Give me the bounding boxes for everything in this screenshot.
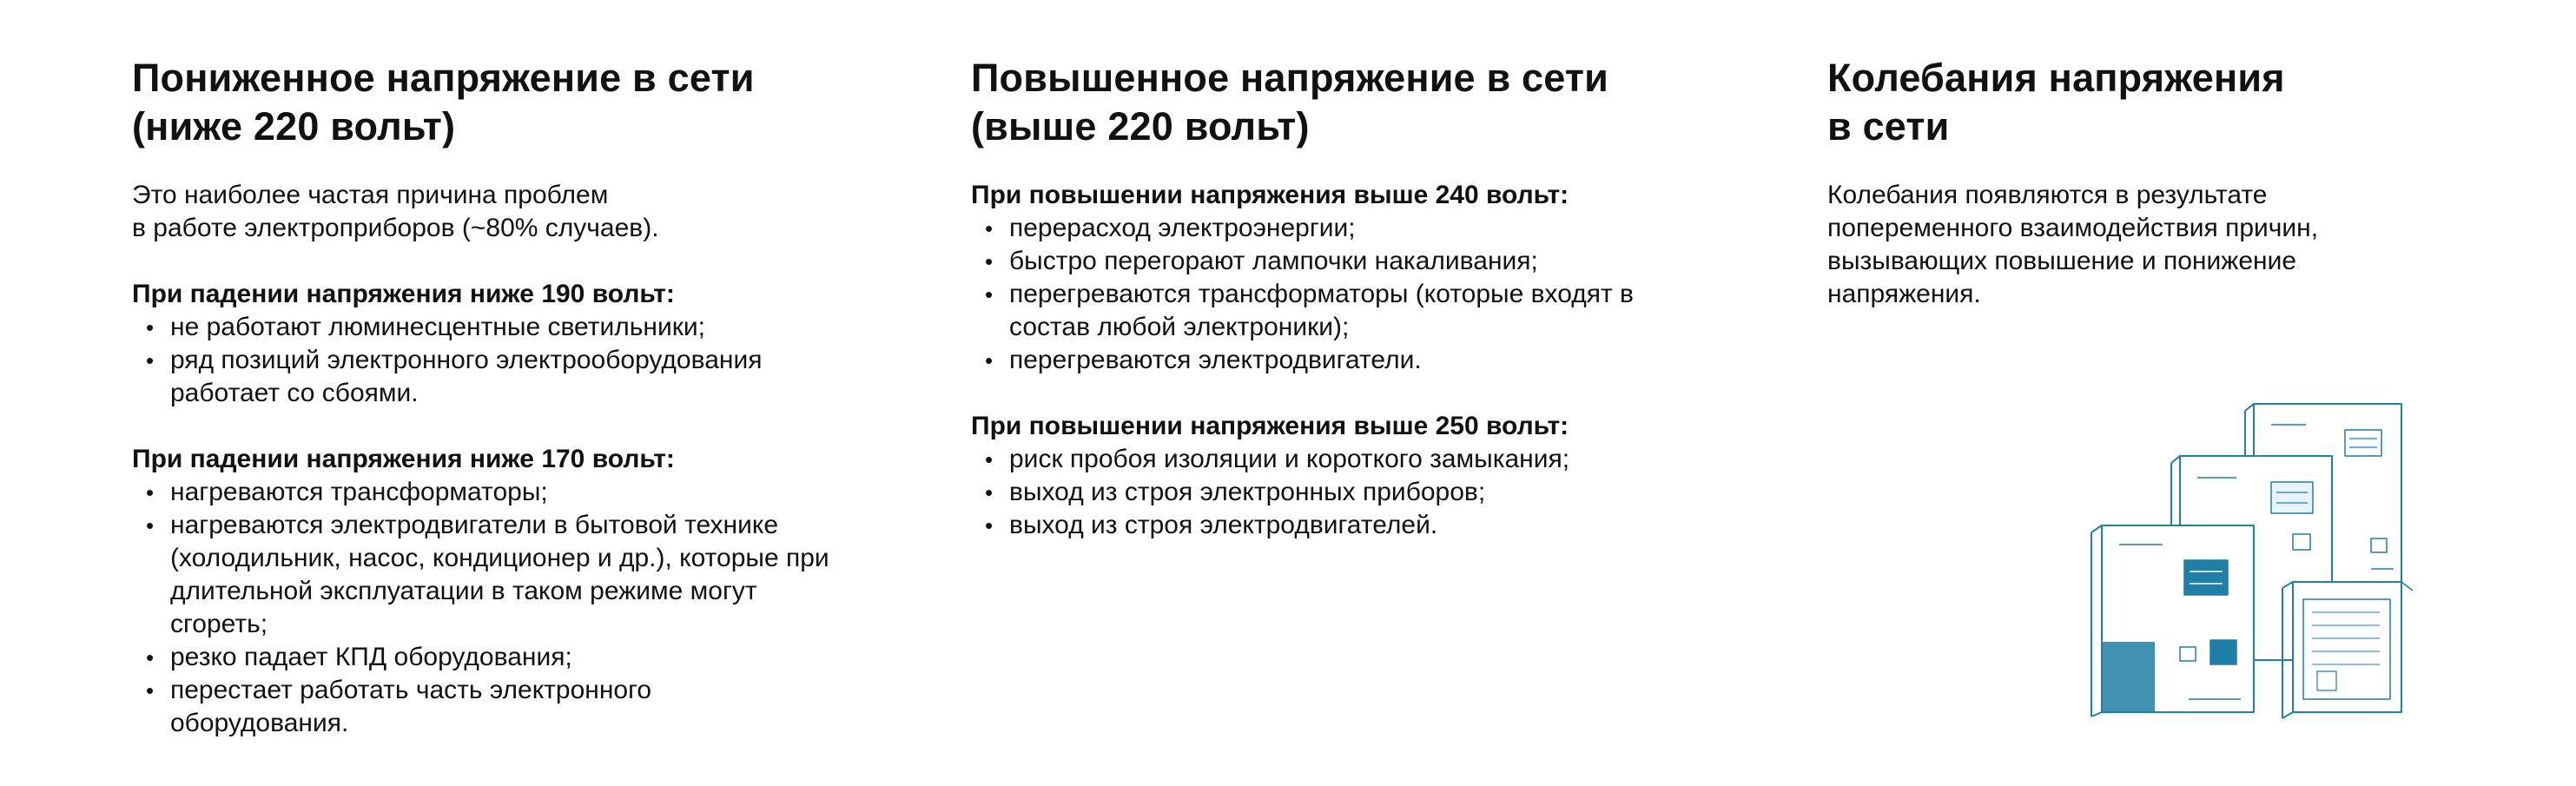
subheading-below-170: При падении напряжения ниже 170 вольт:: [132, 445, 675, 473]
voltage-stabilizers-illustration: [2084, 395, 2414, 725]
heading-line: Пониженное напряжение в сети: [132, 56, 755, 100]
text-line: Колебания появляются в результате: [1827, 181, 2268, 209]
list-item: • перегреваются трансформаторы (которые входят в состав любой электроники);: [971, 278, 1721, 344]
list-item: • нагреваются трансформаторы;: [132, 476, 914, 509]
intro-line: Это наиболее частая причина проблем: [132, 181, 609, 209]
list-item: • резко падает КПД оборудования;: [132, 641, 914, 674]
list-item: • быстро перегорают лампочки накаливания;: [971, 245, 1753, 278]
heading-line: (выше 220 вольт): [971, 104, 1310, 149]
stabilizer-unit-front-icon: [2091, 525, 2254, 717]
heading-line: Повышенное напряжение в сети: [971, 56, 1609, 100]
list-item: • ряд позиций электронного электрооборудования работает со сбоями.: [132, 344, 778, 410]
list-above-250: [971, 443, 1753, 542]
subheading-below-190: При падении напряжения ниже 190 вольт:: [132, 280, 675, 308]
list-item: • выход из строя электронных приборов;: [971, 476, 1753, 509]
list-below-170: [132, 476, 914, 740]
intro-text: [132, 179, 914, 245]
subheading-above-250: При повышении напряжения выше 250 вольт:: [971, 412, 1569, 440]
list-item: • выход из строя электродвигателей.: [971, 509, 1753, 542]
heading-low-voltage: [132, 54, 914, 151]
list-item: • перегреваются электродвигатели.: [971, 344, 1753, 377]
list-item: • не работают люминесцентные светильники;: [132, 311, 827, 344]
column-voltage-fluctuations: [1827, 54, 2487, 311]
heading-line: (ниже 220 вольт): [132, 104, 456, 149]
heading-voltage-fluctuations: [1827, 54, 2487, 151]
list-item: • нагреваются электродвигатели в бытовой технике (холодильник, насос, кондиционер и др.), которые при длительной эксплуатации в таком режиме могут сгореть;: [132, 509, 839, 641]
text-line: напряжения.: [1827, 280, 1981, 308]
heading-line: в сети: [1827, 104, 1950, 149]
list-below-190: [132, 311, 827, 410]
list-item: • перерасход электроэнергии;: [971, 212, 1753, 245]
text-line: вызывающих повышение и понижение: [1827, 247, 2297, 275]
heading-high-voltage: [971, 54, 1753, 151]
stabilizer-cabinet-icon: [2282, 582, 2413, 718]
column-high-voltage: [971, 54, 1753, 542]
fluctuations-text: [1827, 179, 2487, 311]
list-item: • перестает работать часть электронного оборудования.: [132, 674, 778, 740]
intro-line: в работе электроприборов (~80% случаев).: [132, 214, 659, 242]
list-item: • риск пробоя изоляции и короткого замыкания;: [971, 443, 1753, 476]
text-line: попеременного взаимодействия причин,: [1827, 214, 2319, 242]
list-above-240: [971, 212, 1753, 377]
column-low-voltage: [132, 54, 914, 740]
heading-line: Колебания напряжения: [1827, 56, 2285, 100]
subheading-above-240: При повышении напряжения выше 240 вольт:: [971, 181, 1569, 209]
